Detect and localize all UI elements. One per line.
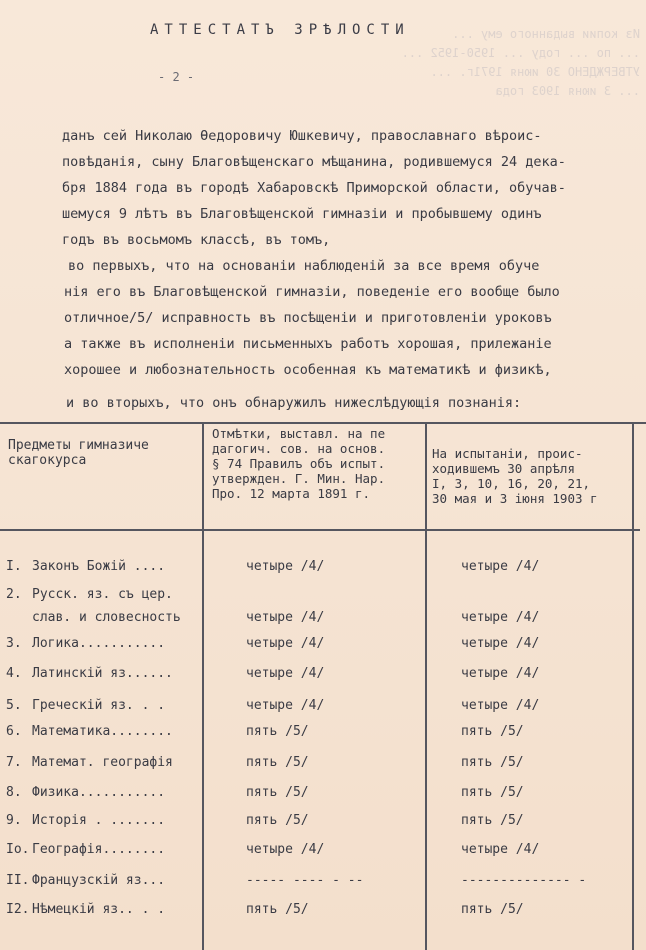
table-row [0,636,646,656]
row-exam-grade: четыре /4/ [461,666,540,681]
row-council-grade: пять /5/ [246,785,309,800]
table-row [0,610,646,630]
row-subject: Латинскій яз...... [32,666,173,681]
row-number: Io. [6,842,30,857]
row-number: 4. [6,666,22,681]
intro-paragraph [62,123,602,253]
intro-line: данъ сей Николаю Ѳедоровичу Юшкевичу, православнаго вѣроис- [62,128,542,144]
row-council-grade: четыре /4/ [246,842,325,857]
row-council-grade: четыре /4/ [246,610,325,625]
row-subject: Математ. географія [32,755,173,770]
row-exam-grade: четыре /4/ [461,698,540,713]
header-council-line: утвержден. Г. Мин. Нар. [212,471,386,486]
row-number: II. [6,873,30,888]
header-exam-marks [432,446,598,506]
header-subjects-line: скагокурса [8,453,87,468]
table-row [0,724,646,744]
row-council-grade: ----- ---- - -- [246,873,364,888]
row-exam-grade: пять /5/ [461,724,524,739]
table-row [0,902,646,922]
table-top-rule [0,422,646,424]
row-exam-grade: четыре /4/ [461,842,540,857]
intro-line: повѣданія, сыну Благовѣщенскаго мѣщанина, родившемуся 24 дека- [62,154,566,170]
first-line: отличное/5/ исправность въ посѣщеніи и приготовленіи уроковъ [64,310,552,326]
table-row [0,842,646,862]
row-number: 5. [6,698,22,713]
row-number: 3. [6,636,22,651]
header-council-line: Отмѣтки, выставл. на пе [212,426,386,441]
row-council-grade: четыре /4/ [246,666,325,681]
row-council-grade: пять /5/ [246,813,309,828]
header-exam-line: I, 3, 10, 16, 20, 21, [432,476,591,491]
row-subject: Русск. яз. съ цер. [32,587,173,602]
table-row [0,873,646,893]
table-row [0,813,646,833]
first-paragraph [64,253,604,383]
first-line: а также въ исполненіи письменныхъ работъ хорошая, прилежаніе [64,336,552,352]
table-row [0,587,646,607]
row-subject: Законъ Божій .... [32,559,166,574]
row-number: 2. [6,587,22,602]
row-subject: Логика........... [32,636,166,651]
row-exam-grade: четыре /4/ [461,559,540,574]
header-subjects [8,438,149,468]
header-exam-line: ходившемъ 30 апрѣля [432,461,575,476]
column-divider-3 [632,422,634,950]
row-subject: Греческій яз. . . [32,698,166,713]
intro-line: годъ въ восьмомъ классѣ, въ томъ, [62,232,331,248]
row-exam-grade: пять /5/ [461,813,524,828]
row-subject: Нѣмецкій яз.. . . [32,902,166,917]
table-row [0,785,646,805]
row-subject: слав. и словесность [32,610,181,625]
row-number: 9. [6,813,22,828]
header-council-line: § 74 Правилъ объ испыт. [212,456,386,471]
row-exam-grade: пять /5/ [461,755,524,770]
first-line: во первыхъ, что на основаніи наблюденій за все время обуче [68,258,540,274]
first-line: хорошее и любознательность особенная къ математикѣ и физикѣ, [64,362,552,378]
row-subject: Французскій яз... [32,873,166,888]
row-exam-grade: четыре /4/ [461,610,540,625]
row-exam-grade: четыре /4/ [461,636,540,651]
header-exam-line: На испытаніи, проис- [432,446,583,461]
document-title: АТТЕСТАТЪ ЗРѢЛОСТИ [150,22,410,38]
row-number: 7. [6,755,22,770]
table-row [0,755,646,775]
header-council-line: дагогич. сов. на основ. [212,441,386,456]
intro-line: шемуся 9 лѣтъ въ Благовѣщенской гимназіи и пробывшему одинъ [62,206,542,222]
row-number: 8. [6,785,22,800]
row-exam-grade: пять /5/ [461,902,524,917]
column-divider-2 [425,422,427,950]
row-council-grade: четыре /4/ [246,559,325,574]
table-row [0,666,646,686]
margin-mark: - 2 - [158,70,195,84]
table-row [0,559,646,579]
header-council-marks [212,426,385,501]
header-subjects-line: Предметы гимназиче [8,438,149,453]
bleed-through-text: Из копии выданного ему ... ... по ... году ... 1950-1952 ... УТВЕРЖДЕНО 30 июня 1971г. ... ... 3 июня 1903 года [401,27,640,98]
row-council-grade: четыре /4/ [246,698,325,713]
first-line: нія его въ Благовѣщенской гимназіи, поведеніе его вообще было [64,284,560,300]
row-number: I. [6,559,22,574]
header-exam-line: 30 мая и 3 іюня 1903 г [432,491,598,506]
row-council-grade: пять /5/ [246,755,309,770]
row-number: I2. [6,902,30,917]
header-council-line: Про. 12 марта 1891 г. [212,486,371,501]
row-exam-grade: -------------- - [461,873,587,888]
row-subject: Географія........ [32,842,166,857]
row-council-grade: пять /5/ [246,724,309,739]
row-number: 6. [6,724,22,739]
second-line: и во вторыхъ, что онъ обнаружилъ нижеслѣдующія познанія: [66,395,522,411]
row-subject: Физика........... [32,785,166,800]
table-header-rule [0,529,640,531]
row-council-grade: четыре /4/ [246,636,325,651]
row-council-grade: пять /5/ [246,902,309,917]
row-subject: Исторія . ....... [32,813,166,828]
column-divider-1 [202,422,204,950]
row-subject: Математика........ [32,724,173,739]
row-exam-grade: пять /5/ [461,785,524,800]
table-row [0,698,646,718]
intro-line: бря 1884 года въ городѣ Хабаровскѣ Приморской области, обучав- [62,180,566,196]
